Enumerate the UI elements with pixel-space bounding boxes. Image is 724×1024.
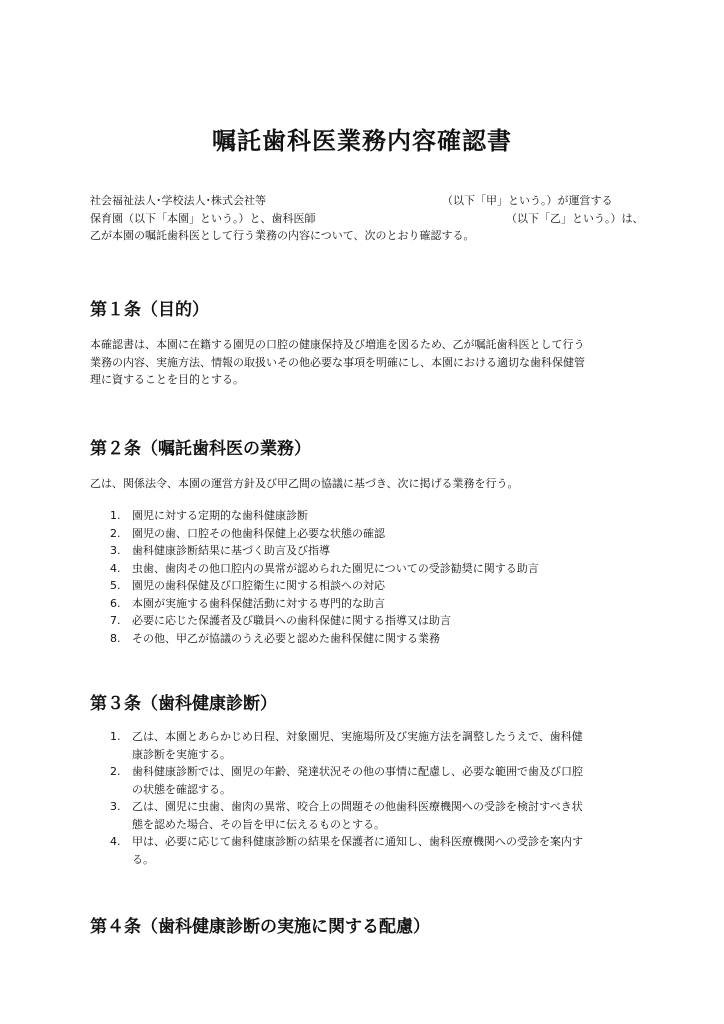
article1-paragraph xyxy=(90,336,650,389)
item-number: 6. xyxy=(110,596,121,610)
item-text: 虫歯、歯肉その他口腔内の異常が認められた園児についての受診勧奨に関する助言 xyxy=(132,561,539,575)
intro-line3: 乙が本園の嘱託歯科医として行う業務の内容について、次のとおり確認する。 xyxy=(90,229,475,242)
article3-list xyxy=(90,728,650,868)
item-line: 康診断を実施する。 xyxy=(132,747,231,761)
intro-paragraph xyxy=(90,192,650,245)
item-number: 1. xyxy=(110,509,121,522)
list-item xyxy=(90,542,650,560)
article2-list xyxy=(90,507,650,647)
list-item xyxy=(90,507,650,525)
item-number: 3. xyxy=(110,800,121,813)
article3-heading: 第３条（歯科健康診断） xyxy=(90,694,277,714)
item-text: その他、甲乙が協議のうえ必要と認めた歯科保健に関する業務 xyxy=(132,631,440,645)
item-line: る。 xyxy=(132,852,154,866)
item-text: 園児に対する定期的な歯科健康診断 xyxy=(132,509,308,522)
intro-line2-left: 保育園（以下「本園」という。）と、歯科医師 xyxy=(90,211,316,225)
item-text: 必要に応じた保護者及び職員への歯科保健に関する指導又は助言 xyxy=(132,614,451,627)
list-item xyxy=(90,763,650,798)
document-title: 嘱託歯科医業務内容確認書 xyxy=(212,127,512,155)
item-number: 1. xyxy=(110,730,121,743)
item-number: 8. xyxy=(110,631,121,645)
item-number: 7. xyxy=(110,614,121,627)
list-item xyxy=(90,630,650,648)
intro-line xyxy=(90,227,650,245)
item-number: 2. xyxy=(110,526,121,540)
article1-line: 本確認書は、本園に在籍する園児の口腔の健康保持及び増進を図るため、乙が嘱託歯科医として行う xyxy=(90,338,585,351)
item-number: 5. xyxy=(110,579,121,592)
list-item xyxy=(90,612,650,630)
article2-heading: 第２条（嘱託歯科医の業務） xyxy=(90,439,311,459)
item-line: 歯科健康診断では、園児の年齢、発達状況その他の事情に配慮し、必要な範囲で歯及び口腔 xyxy=(132,765,583,778)
item-text: 歯科健康診断結果に基づく助言及び指導 xyxy=(132,544,330,557)
article4-heading: 第４条（歯科健康診断の実施に関する配慮） xyxy=(90,917,430,937)
list-item xyxy=(90,577,650,595)
intro-line xyxy=(90,210,650,228)
item-number: 2. xyxy=(110,765,121,778)
intro-line xyxy=(90,192,650,210)
intro-line1-left: 社会福祉法人･学校法人･株式会社等 xyxy=(90,194,266,207)
item-text: 本園が実施する歯科保健活動に対する専門的な助言 xyxy=(132,596,385,610)
article1-line: 業務の内容、実施方法、情報の取扱いその他必要な事項を明確にし、本園における適切な歯科保健管 xyxy=(90,355,585,369)
item-line: 甲は、必要に応じて歯科健康診断の結果を保護者に通知し、歯科医療機関への受診を案内す xyxy=(132,835,583,848)
list-item xyxy=(90,595,650,613)
list-item xyxy=(90,728,650,763)
intro-line2-right: （以下「乙」という。）は、 xyxy=(506,211,644,225)
item-line: 乙は、本園とあらかじめ日程、対象園児、実施場所及び実施方法を調整したうえで、歯科健 xyxy=(132,730,583,743)
item-line: 乙は、園児に虫歯、歯肉の異常、咬合上の問題その他歯科医療機関への受診を検討すべき状 xyxy=(132,800,583,813)
article1-line: 理に資することを目的とする。 xyxy=(90,373,244,386)
item-line: 態を認めた場合、その旨を甲に伝えるものとする。 xyxy=(132,817,385,831)
item-number: 4. xyxy=(110,835,121,848)
item-line: の状態を確認する。 xyxy=(132,782,231,796)
item-number: 3. xyxy=(110,544,121,557)
item-text: 園児の歯科保健及び口腔衛生に関する相談への対応 xyxy=(132,579,385,592)
article1-heading: 第１条（目的） xyxy=(90,300,209,320)
item-number: 4. xyxy=(110,561,121,575)
list-item xyxy=(90,525,650,543)
intro-line1-right: （以下「甲」という。）が運営する xyxy=(442,194,613,207)
list-item xyxy=(90,833,650,868)
list-item xyxy=(90,798,650,833)
article2-intro: 乙は、関係法令、本園の運営方針及び甲乙間の協議に基づき、次に掲げる業務を行う。 xyxy=(90,477,519,490)
item-text: 園児の歯、口腔その他歯科保健上必要な状態の確認 xyxy=(132,526,385,540)
list-item xyxy=(90,560,650,578)
